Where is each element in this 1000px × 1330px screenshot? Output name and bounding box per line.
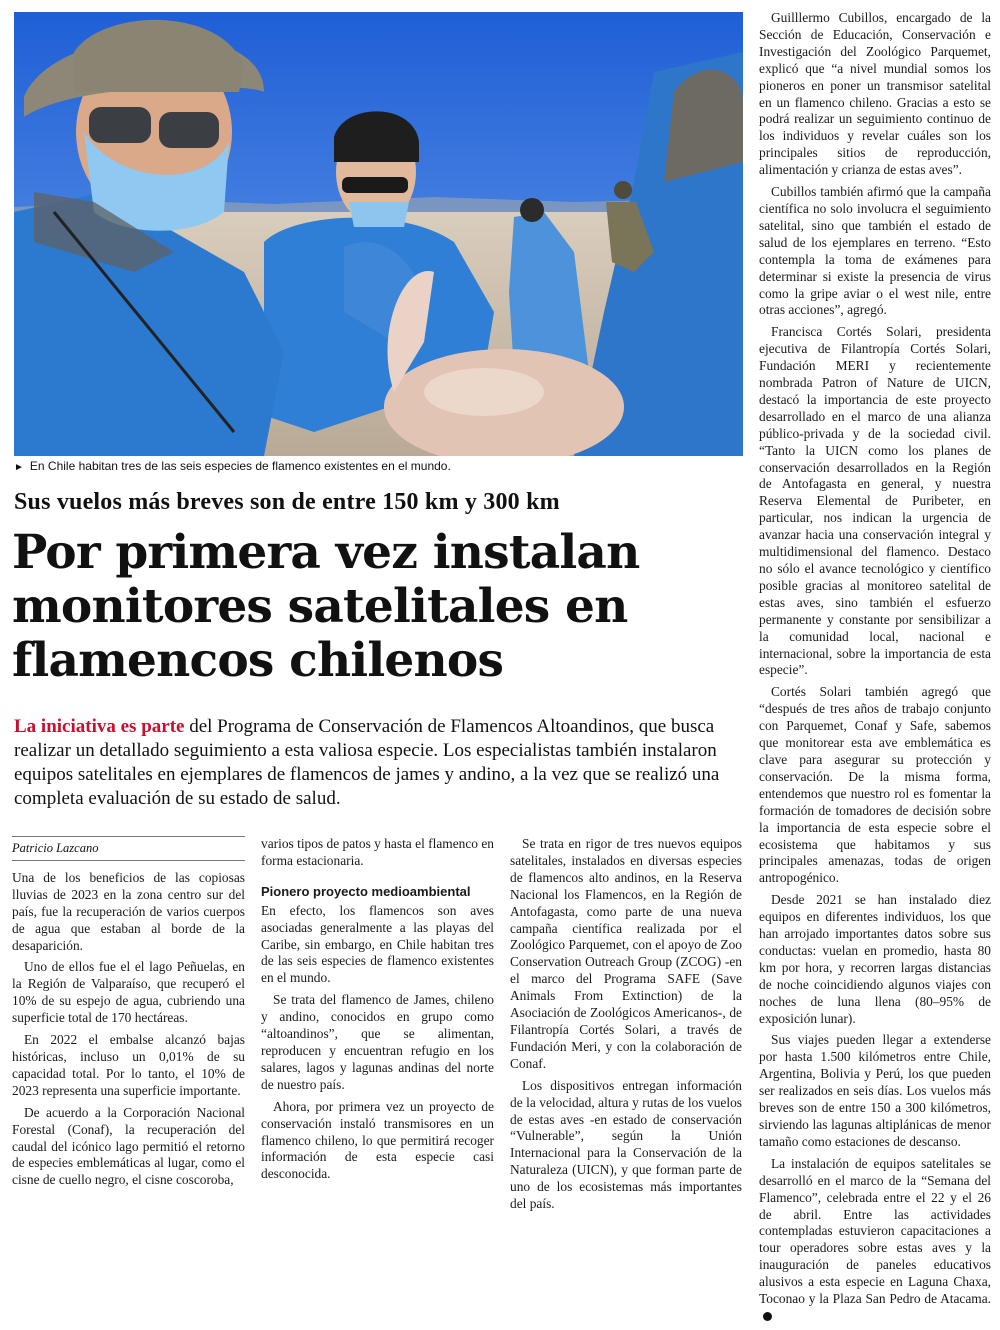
article-lead (14, 715, 744, 811)
paragraph: varios tipos de patos y hasta el flamenco en forma estacionaria. (261, 836, 494, 868)
paragraph: Cortés Solari también agregó que “después de tres años de trabajo conjunto con Parquemet, Conaf y Safe, sabemos que monitorear esta ave emblemática es clave para asegurar su protección y conservación. De la misma forma, entendemos que nuestro rol es fomentar la formación de tomadores de decisión sobre la importancia de esta especie sobre el ecosistema que habitamos y sus principales amenazas, todas de origen antropogénico. (759, 684, 991, 886)
paragraph: Se trata en rigor de tres nuevos equipos satelitales, instalados en diversas especies de flamencos alto andinos, en la Reserva Nacional los Flamencos, en la Región de Antofagasta, como parte de una nueva campaña científica realizada por el Zoológico Parquemet, con el apoyo de Zoo Conservation Outreach Group (ZCOG) -en el marco del Programa SAFE (Save Animals From Extinction) de la Asociación de Zoológicos Americanos-, de Filantropía Cortés Solari, a través de Fundación Meri, y con la colaboración de Conaf. (510, 836, 742, 1071)
paragraph: Uno de ellos fue el el lago Peñuelas, en la Región de Valparaíso, que recuperó el 10% de su espejo de agua, cubriendo una superficie total de 170 hectáreas. (12, 959, 245, 1026)
article-photo (14, 12, 743, 456)
section-subhead: Pionero proyecto medioambiental (261, 883, 471, 899)
end-of-article-icon (763, 1312, 772, 1321)
paragraph: Desde 2021 se han instalado diez equipos en diferentes individuos, los que han arrojado importantes datos sobre sus conductas: vuelan en promedio, hasta 80 km por hora, y recorren largas distancias de noche coincidiendo algunos viajes con noches de luna llena (80–95% de exposición lunar). (759, 892, 991, 1026)
paragraph: En 2022 el embalse alcanzó bajas históricas, incluso un 0,01% de su capacidad total. Por lo tanto, el 10% de 2023 representa una superficie importante. (12, 1032, 245, 1098)
article-column-3 (510, 836, 742, 1218)
paragraph: Los dispositivos entregan información de la velocidad, altura y rutas de los vuelos de estas aves -en estado de conservación “Vulnerable”, según la Unión Internacional para la Conservación de la Naturaleza (UICN), y que forman parte de uno de los ecosistemas más importantes del país. (510, 1077, 742, 1212)
caption-text: En Chile habitan tres de las seis especies de flamenco existentes en el mundo. (29, 459, 451, 473)
lead-text: del Programa de Conservación de Flamencos Altoandinos, que busca realizar un detallado seguimiento a esta valiosa especie. Los especialistas también instalaron equipos satelitales en ejemplares de flamencos de james y andino, a la vez que se realizó una completa evaluación de su estado de salud. (14, 716, 720, 809)
lead-highlight: La iniciativa es parte (14, 716, 185, 737)
caption-marker-icon: ► (14, 462, 24, 473)
paragraph: Se trata del flamenco de James, chileno y andino, conocidos en grupo como “altoandinos”, que se alimentan, reproducen y encuentran refugio en los salares, lagos y lagunas andinas del norte de nuestro país. (261, 992, 494, 1092)
article-column-2 (261, 836, 494, 1188)
article-column-4 (759, 10, 991, 1330)
paragraph: Guilllermo Cubillos, encargado de la Sección de Educación, Conservación e Investigación del Zoológico Parquemet, explicó que “a nivel mundial somos los pioneros en poner un transmisor satelital en un flamenco chileno. Gracias a esto se podrá realizar un seguimiento continuo de los individuos y revelar cuáles son los principales sitios de reproducción, alimentación y crianza de estas aves”. (759, 10, 991, 178)
paragraph-last (759, 1156, 991, 1325)
paragraph-text: La instalación de equipos satelitales se desarrolló en el marco de la “Semana del Flamenco”, celebrada entre el 22 y el 26 de abril. Entre las actividades contempladas estuvieron capacitaciones a tour operadores sobre estas aves y la inauguración de paneles educativos alusivos a esta especie en Laguna Chaxa, Toconao y la Plaza San Pedro de Atacama. (759, 1155, 991, 1307)
paragraph: Una de los beneficios de las copiosas lluvias de 2023 en la zona centro sur del país, fue la recuperación de varios cuerpos de agua que estaban al borde de la desaparición. (12, 869, 245, 953)
paragraph: Francisca Cortés Solari, presidenta ejecutiva de Filantropía Cortés Solari, Fundación MERI y recientemente nombrada Patron of Nature de UICN, destacó la importancia de este proyecto desarrollado en el marco de una alianza público-privada y de la sociedad civil. “Tanto la UICN como los planes de conservación desarrollados en la Región de Antofagasta en general, y nuestra Reserva Elemental de Puribeter, en particular, nos indican la urgencia de avanzar hacia una conservación integral y multidimensional del flamenco. Destaco no sólo el avance tecnológico y científico posible gracias al monitoreo satelital de estas aves, sino también el esfuerzo permanente y constante por sensibilizar a la comunidad local, nacional e internacional, sobre la importancia de esta especie”. (759, 324, 991, 678)
article-column-1 (12, 836, 245, 1194)
paragraph: En efecto, los flamencos son aves asociadas generalmente a las playas del Caribe, sin embargo, en Chile habitan tres de las seis especies de flamenco existentes en el mundo. (261, 902, 494, 986)
paragraph: Cubillos también afirmó que la campaña científica no solo involucra el seguimiento satelital, sino que también el estado de salud de los ejemplares en terreno. “Esto contempla la toma de exámenes para determinar si existe la presencia de virus como la gripe aviar o el west nile, entre otras acciones”, agregó. (759, 184, 991, 318)
paragraph: Sus viajes pueden llegar a extenderse por hasta 1.500 kilómetros entre Chile, Argentina, Bolivia y Perú, los que pueden ser realizados en seis días. Los vuelos más breves son de entre 150 a 300 kilómetros, sirviendo las lagunas altiplánicas de menor tamaño como estaciones de descanso. (759, 1032, 991, 1149)
byline: Patricio Lazcano (12, 841, 99, 855)
article-headline: Por primera vez instalan monitores satelitales en flamencos chilenos (12, 525, 640, 688)
paragraph: Ahora, por primera vez un proyecto de conservación instaló transmisores en un flamenco chileno, lo que permitirá recoger información de esta especie casi desconocida. (261, 1098, 494, 1182)
byline-box (12, 836, 245, 861)
photo-caption (14, 459, 743, 473)
article-kicker: Sus vuelos más breves son de entre 150 km y 300 km (14, 489, 560, 515)
paragraph: De acuerdo a la Corporación Nacional Forestal (Conaf), la recuperación del caudal del icónico lago permitió el retorno de especies emblemáticas al lugar, como el cisne de cuello negro, el cisne coscoroba, (12, 1104, 245, 1188)
